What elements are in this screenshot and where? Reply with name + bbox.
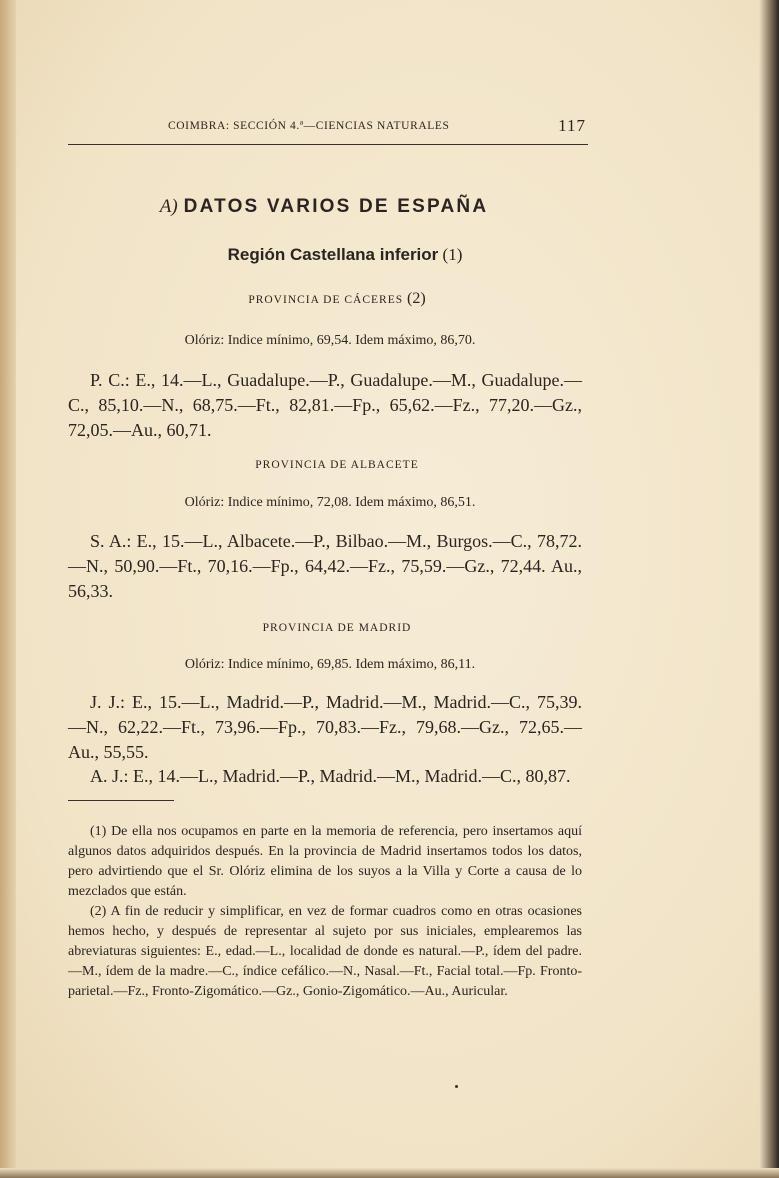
oloriz-caceres: Olóriz: Indice mínimo, 69,54. Idem máximo, 86,70. [184,333,476,348]
province-note-ref: (2) [407,290,426,307]
oloriz-madrid: Olóriz: Indice mínimo, 69,85. Idem máximo, 86,11. [184,657,476,672]
page-bottom-edge [0,1168,779,1178]
running-header [68,118,588,145]
section-title-text: DATOS VARIOS DE ESPAÑA [183,196,489,217]
province-name: PROVINCIA DE CÁCERES [248,294,404,306]
section-title [0,196,648,218]
running-title: COIMBRA: SECCIÓN 4.ª—CIENCIAS NATURALES [168,120,450,132]
region-note-ref: (1) [442,245,463,264]
province-heading-albacete [0,459,674,471]
page-gutter [0,0,16,1178]
entry-caceres-1 [68,368,582,443]
entry-madrid-1 [68,690,582,765]
footnote-2 [68,902,582,1002]
entry-text: A. J.: E., 14.—L., Madrid.—P., Madrid.—M., Madrid.—C., 80,87. [90,766,571,786]
footnote-text: (1) De ella nos ocupamos en parte en la memoria de referencia, pero insertamos aquí algunos datos adquiridos después. En la provincia de Madrid insertamos todos los datos, pero advirtiendo que el Sr. Olóriz elimina de los suyos a la Villa y Corte a causa de lo mezclados que están. [68,824,582,899]
entry-madrid-2 [68,764,582,789]
region-heading [0,245,690,265]
entry-text: S. A.: E., 15.—L., Albacete.—P., Bilbao.—M., Burgos.—C., 78,72.—N., 50,90.—Ft., 70,16.—Fp., 64,42.—Fz., 75,59.—Gz., 72,44. Au., 56,33. [68,531,582,601]
province-name: PROVINCIA DE ALBACETE [255,459,419,471]
footnote-1 [68,822,582,902]
region-name: Región Castellana inferior [227,245,439,264]
entry-albacete-1 [68,529,582,604]
section-letter: A) [159,196,178,217]
province-name: PROVINCIA DE MADRID [262,622,412,634]
entry-text: P. C.: E., 14.—L., Guadalupe.—P., Guadalupe.—M., Guadalupe.—C., 85,10.—N., 68,75.—Ft., 82,81.—Fp., 65,62.—Fz., 77,20.—Gz., 72,05.—Au., 60,71. [68,370,582,440]
oloriz-albacete: Olóriz: Indice mínimo, 72,08. Idem máximo, 86,51. [184,495,476,510]
province-heading-caceres [0,290,674,308]
page-number: 117 [558,116,586,135]
entry-text: J. J.: E., 15.—L., Madrid.—P., Madrid.—M., Madrid.—C., 75,39.—N., 62,22.—Ft., 73,96.—Fp., 70,83.—Fz., 79,68.—Gz., 72,65.—Au., 55,55. [68,692,582,762]
footnote-rule [68,800,174,801]
footnote-text: (2) A fin de reducir y simplificar, en vez de formar cuadros como en otras ocasiones hemos hecho, y después de representar al sujeto por sus iniciales, emplearemos las abreviaturas siguientes: E., edad.—L., localidad de donde es natural.—P., ídem del padre.—M., ídem de la madre.—C., índice cefálico.—N., Nasal.—Ft., Facial total.—Fp. Fronto-parietal.—Fz., Fronto-Zigomático.—Gz., Gonio-Zigomático.—Au., Auricular. [68,904,582,999]
province-heading-madrid [0,622,674,634]
ink-speck [455,1085,458,1088]
page-edge [759,0,779,1178]
